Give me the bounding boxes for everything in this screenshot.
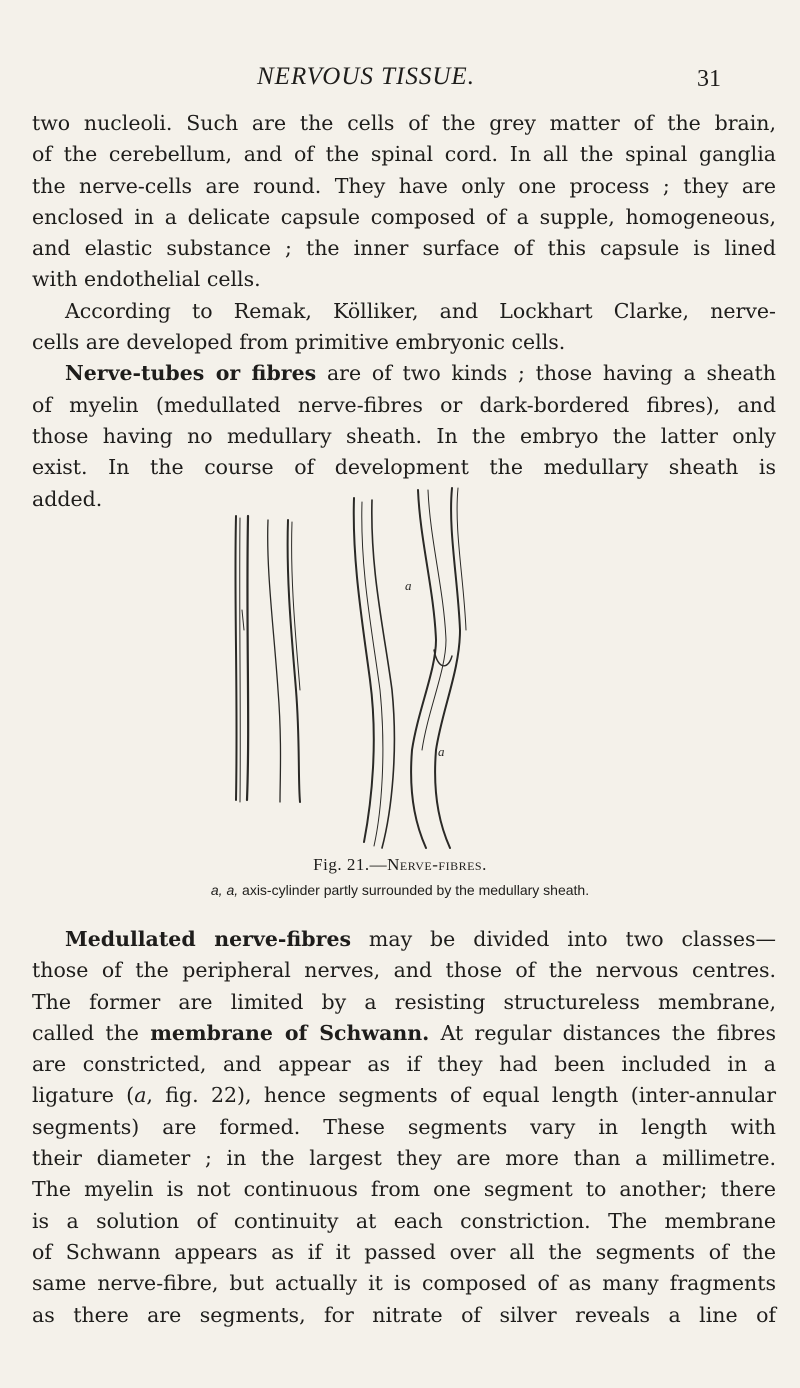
text-line: The myelin is not continuous from one segment to another; there	[32, 1177, 776, 1202]
figure-caption-legend	[0, 882, 800, 898]
term-medullated-fibres: Medullated nerve-fibres	[65, 927, 352, 951]
text-line: their diameter ; in the largest they are more than a millimetre.	[32, 1146, 776, 1171]
text-line: the nerve-cells are round. They have only one process ; they are	[32, 173, 776, 198]
text-run: At regular distances the fibres	[429, 1020, 777, 1045]
text-run: ligature (	[32, 1083, 135, 1108]
text-run: are of two kinds ; those having a sheath	[316, 361, 776, 386]
text-line	[32, 1018, 776, 1049]
caption-fig-name: Nerve-fibres.	[387, 855, 487, 874]
text-line: same nerve-fibre, but actually it is composed of as many fragments	[32, 1271, 776, 1296]
text-line	[32, 358, 776, 389]
caption-legend-letters: a, a,	[210, 882, 239, 898]
caption-legend-text: axis-cylinder partly surrounded by the medullary sheath.	[238, 882, 590, 898]
nerve-fibres-illustration	[222, 480, 472, 850]
text-line: According to Remak, Kölliker, and Lockhart Clarke, nerve-	[65, 298, 776, 323]
text-line: of Schwann appears as if it passed over all the segments of the	[32, 1239, 776, 1264]
text-line: of the cerebellum, and of the spinal cord. In all the spinal ganglia	[32, 142, 776, 167]
text-run-italic: a	[134, 1083, 147, 1108]
text-line: The former are limited by a resisting structureless membrane,	[32, 989, 776, 1014]
figure-label-a-upper: a	[405, 578, 412, 593]
page-number: 31	[697, 66, 721, 92]
text-line: of myelin (medullated nerve-fibres or dark-bordered fibres), and	[32, 392, 776, 417]
text-line: with endothelial cells.	[32, 267, 261, 292]
text-line: added.	[32, 486, 103, 511]
text-run: called the	[32, 1020, 151, 1045]
text-line: two nucleoli. Such are the cells of the grey matter of the brain,	[32, 111, 776, 135]
text-line: and elastic substance ; the inner surface of this capsule is lined	[32, 236, 776, 261]
term-nerve-tubes: Nerve-tubes or fibres	[65, 361, 317, 386]
text-line: exist. In the course of development the medullary sheath is	[32, 455, 776, 480]
text-line: cells are developed from primitive embryonic cells.	[32, 330, 566, 355]
running-title: NERVOUS TISSUE.	[257, 63, 475, 90]
figure-label-a-lower: a	[438, 744, 445, 759]
caption-fig-number: Fig. 21.—	[313, 855, 388, 874]
text-line: enclosed in a delicate capsule composed of a supple, homogeneous,	[32, 204, 776, 229]
text-line	[32, 1080, 776, 1111]
text-block-top	[32, 108, 776, 515]
text-line	[32, 924, 776, 955]
page-header	[0, 62, 800, 92]
text-line: those of the peripheral nerves, and those of the nervous centres.	[32, 958, 776, 983]
text-line: those having no medullary sheath. In the embryo the latter only	[32, 423, 776, 448]
text-run: , fig. 22), hence segments of equal length (inter-annular	[146, 1083, 776, 1108]
text-line: segments) are formed. These segments vary in length with	[32, 1114, 776, 1139]
text-run: may be divided into two classes—	[351, 927, 776, 951]
text-line: are constricted, and appear as if they had been included in a	[32, 1052, 776, 1077]
text-line: as there are segments, for nitrate of silver reveals a line of	[32, 1302, 776, 1327]
text-block-bottom	[32, 924, 776, 1331]
figure-nerve-fibres	[222, 480, 472, 850]
figure-caption-title	[0, 855, 800, 875]
text-line: is a solution of continuity at each constriction. The membrane	[32, 1208, 776, 1233]
term-membrane-of-schwann: membrane of Schwann.	[150, 1020, 430, 1045]
